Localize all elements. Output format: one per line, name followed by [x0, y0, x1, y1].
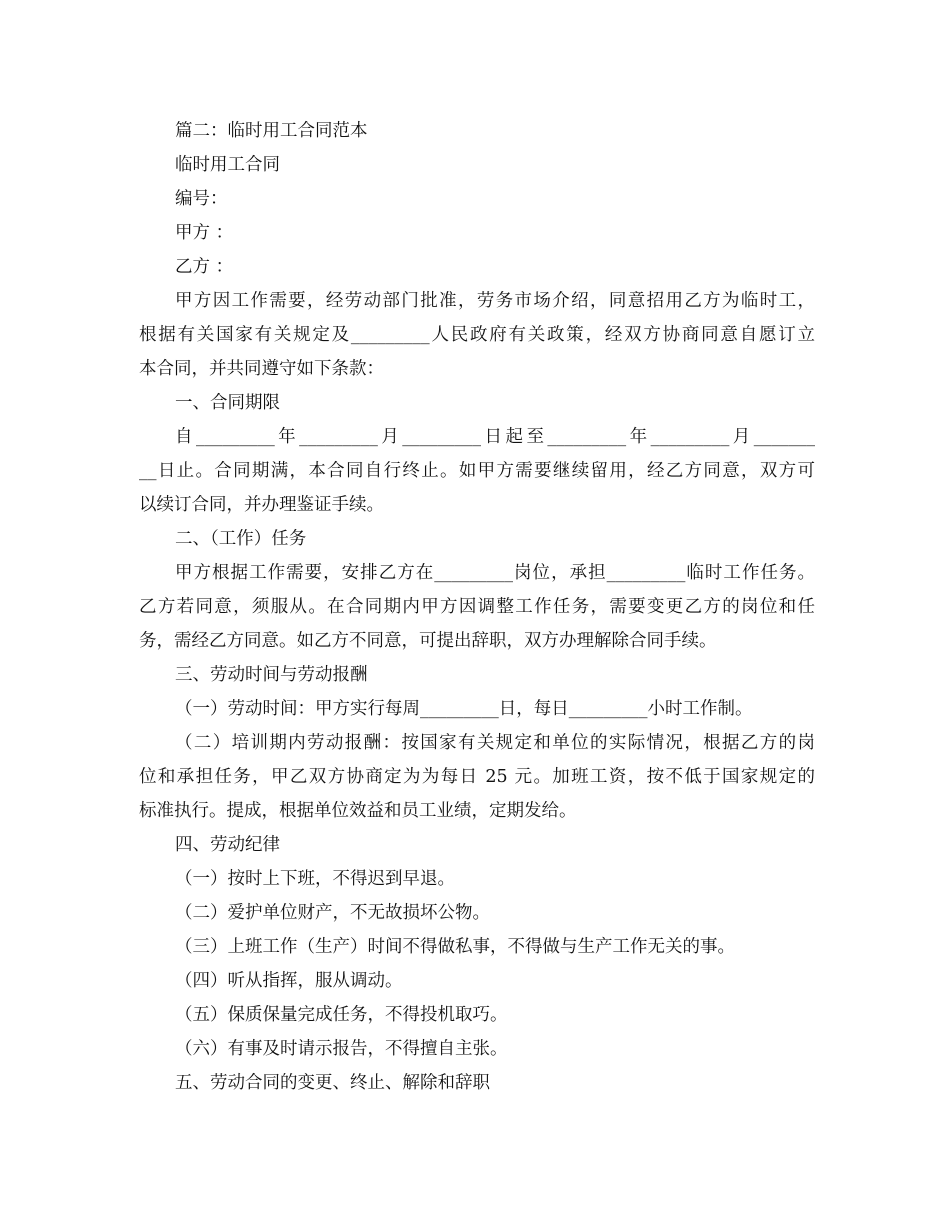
preamble-line-1: 甲方因工作需要，经劳动部门批准，劳务市场介绍，同意招用乙方为临时工， [175, 291, 815, 311]
contract-number-field: 编号： [175, 189, 228, 209]
term-line-2: __日止。合同期满，本合同自行终止。如甲方需要继续留用，经乙方同意，双方可 [139, 461, 815, 481]
discipline-item-3: （三）上班工作（生产）时间不得做私事，不得做与生产工作无关的事。 [175, 937, 735, 957]
preamble-line-3: 本合同，并共同遵守如下条款： [139, 359, 384, 379]
discipline-item-6: （六）有事及时请示报告，不得擅自主张。 [175, 1039, 508, 1059]
pay-line-3: 标准执行。提成，根据单位效益和员工业绩，定期发给。 [139, 801, 577, 821]
discipline-item-1: （一）按时上下班，不得迟到早退。 [175, 869, 455, 889]
section-2-heading: 二、（工作）任务 [175, 529, 307, 549]
party-a-field: 甲方 ： [175, 223, 234, 243]
pay-line-2: 位和承担任务，甲乙双方协商定为为每日 25 元。加班工资，按不低于国家规定的 [139, 767, 815, 787]
task-line-3: 务，需经乙方同意。如乙方不同意，可提出辞职，双方办理解除合同手续。 [139, 631, 717, 651]
party-b-field: 乙方 ： [175, 257, 234, 277]
discipline-item-4: （四）听从指挥，服从调动。 [175, 971, 403, 991]
part-heading: 篇二：临时用工合同范本 [175, 121, 368, 141]
term-line-3: 以续订合同，并办理鉴证手续。 [139, 495, 384, 515]
task-line-1: 甲方根据工作需要，安排乙方在_________岗位，承担_________临时工作任务。 [175, 563, 815, 583]
section-3-heading: 三、劳动时间与劳动报酬 [175, 665, 368, 685]
pay-line-1: （二）培训期内劳动报酬：按国家有关规定和单位的实际情况，根据乙方的岗 [175, 733, 815, 753]
discipline-item-5: （五）保质保量完成任务，不得投机取巧。 [175, 1005, 508, 1025]
section-1-heading: 一、合同期限 [175, 393, 280, 413]
working-hours-item: （一）劳动时间：甲方实行每周_________日，每日_________小时工作制。 [175, 699, 753, 719]
section-4-heading: 四、劳动纪律 [175, 835, 280, 855]
contract-title: 临时用工合同 [175, 155, 280, 175]
term-line-1: 自_________年_________月_________日起至_________年_________月_______ [175, 427, 815, 447]
discipline-item-2: （二）爱护单位财产，不无故损坏公物。 [175, 903, 490, 923]
contract-body [139, 114, 815, 1100]
section-5-heading: 五、劳动合同的变更、终止、解除和辞职 [175, 1073, 490, 1093]
task-line-2: 乙方若同意，须服从。在合同期内甲方因调整工作任务，需要变更乙方的岗位和任 [139, 597, 815, 617]
preamble-line-2: 根据有关国家有关规定及_________人民政府有关政策，经双方协商同意自愿订立 [139, 325, 815, 345]
